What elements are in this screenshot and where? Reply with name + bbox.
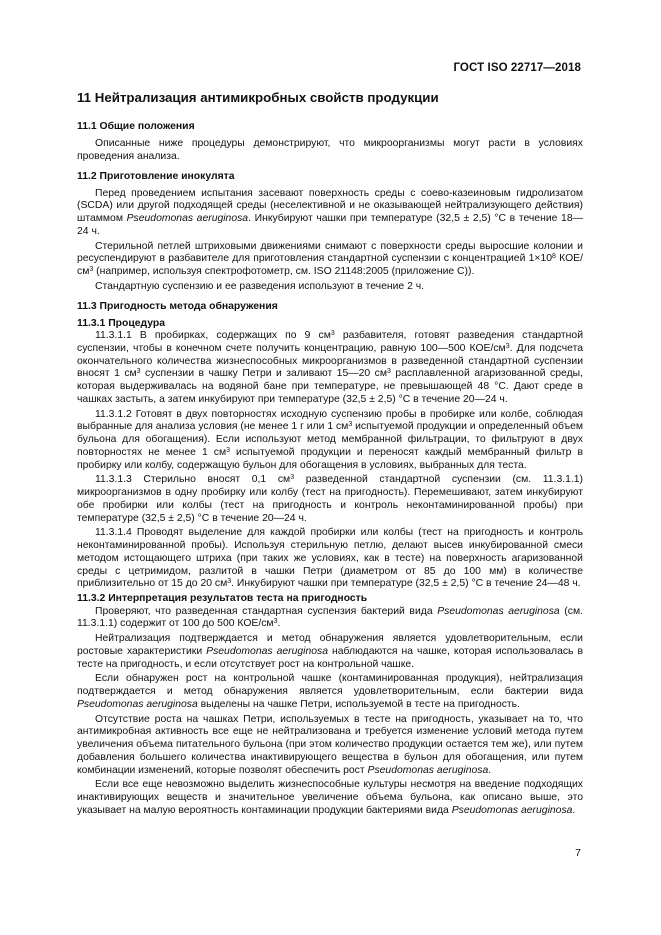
paragraph-11-3-1-2: 11.3.1.2 Готовят в двух повторностях исходную суспензию пробы в пробирке или колбе, соблюдая выбранные для анализа условия (не менее 1 г или 1 $см^3$ испытуемой продукции и определенный объем бульона для обогащения). Если используют метод мембранной фильтрации, то фильтруют в двух повторностях не менее 1 $см^3$ испытуемой продукции и переносят каждый мембранный фильтр в пробирку или колбу, содержащую бульон для обогащения в условиях, выбранных для теста. <box>77 408 583 471</box>
paragraph-11-3-2-5: Если все еще невозможно выделить жизнеспособные культуры несмотря на введение подходящих инактивирующих веществ и значительное увеличение объема бульона, как описано выше, это указывает на малую вероятность контаминации продукции бактериями вида Pseudomonas aeruginosa. <box>77 779 583 816</box>
section-11-title: 11 Нейтрализация антимикробных свойств продукции <box>77 90 439 105</box>
section-11-1 <box>77 120 583 164</box>
document-header: ГОСТ ISO 22717—2018 <box>453 62 581 74</box>
paragraph-11-3-2-4: Отсутствие роста на чашках Петри, используемых в тесте на пригодность, указывает на то, что антимикробная активность все еще не нейтрализована и требуется изменение условий метода путем увеличения объема питательного бульона (при этом количество продукции остается тем же), или путем добавления большего количества инактивирующего вещества в бульон для обогащения, или путем комбинации изменений, которые позволят обеспечить рост Pseudomonas aeruginosa. <box>77 713 583 776</box>
section-11-1-title: 11.1 Общие положения <box>77 121 195 132</box>
section-11-3-title: 11.3 Пригодность метода обнаружения <box>77 300 278 312</box>
section-11-2 <box>77 170 583 294</box>
section-11-3 <box>77 300 583 818</box>
organism-name: Pseudomonas aeruginosa <box>77 698 198 710</box>
section-11-3-1-title: 11.3.1 Процедура <box>77 317 166 329</box>
paragraph-11-3-2-2: Нейтрализация подтверждается и метод обнаружения является удовлетворительным, если ростовые характеристики Pseudomonas aeruginosa наблюдаются на чашке, которая использовалась в тесте на пригодность, и если отсутствует рост на контрольной чашке. <box>77 633 583 670</box>
section-11-2-paragraph-2: Стерильной петлей штриховыми движениями снимают с поверхности среды выросшие колонии и ресуспендируют в разбавителе для приготовления стандартной суспензии с концентрацией $1\times 10^8$ КОЕ/$см^3$ (например, используя спектрофотометр, см. ISO 21148:2005 (приложение С)). <box>77 240 583 277</box>
section-11-2-paragraph-1: Перед проведением испытания засевают поверхность среды с соево-казеиновым гидролизатом (SCDA) или другой подходящей среды (неселективной и не оказывающей нейтрализующего действия) штаммом Pseudomonas aeruginosa. Инкубируют чашки при температуре (32,5 ± 2,5) °С в течение 18—24 ч. <box>77 187 583 237</box>
paragraph-11-3-2-3: Если обнаружен рост на контрольной чашке (контаминированная продукция), нейтрализация подтверждается и метод обнаружения является удовлетворительным, если бактерии вида Pseudomonas aeruginosa выделены на чашке Петри, используемой в тесте на пригодность. <box>77 673 583 710</box>
organism-name: Pseudomonas aeruginosa <box>367 764 489 776</box>
paragraph-11-3-1-1: 11.3.1.1 В пробирках, содержащих по 9 $см^3$ разбавителя, готовят разведения стандартной суспензии, чтобы в конечном счете получить концентрацию, равную 100—500 КОЕ/$см^3$. Для подсчета окончательного количества жизнеспособных микроорганизмов в разведенной стандартной суспензии вносят 1 $см^3$ суспензии в чашку Петри и заливают 15—20 $см^3$ расплавленной агаризованной среды, которая выдерживалась на водяной бане при температуре, не превышающей 48 °С. Дают среде в чашках застыть, а затем инкубируют при температуре (32,5 ± 2,5) °С в течение 20—24 ч. <box>77 330 584 405</box>
paragraph-11-3-1-4: 11.3.1.4 Проводят выделение для каждой пробирки или колбы (тест на пригодность и контроль неконтаминированной пробы). Используя стерильную петлю, делают высев инкубированной смеси методом истощающего штриха (при таких же условиях, как в тесте) на поверхность агаризованной среды с цетримидом, разлитой в чашки Петри (диаметром от 85 до 100 мм) в количестве приблизительно от 15 до 20 $см^3$. Инкубируют чашки при температуре (32,5 ± 2,5) °С в течение 24—48 ч. <box>77 527 583 590</box>
organism-name: Pseudomonas aeruginosa <box>126 213 249 224</box>
section-11-1-paragraph: Описанные ниже процедуры демонстрируют, что микроорганизмы могут расти в условиях проведения анализа. <box>77 138 583 162</box>
paragraph-11-3-1-3: 11.3.1.3 Стерильно вносят 0,1 $см^3$ разведенной стандартной суспензии (см. 11.3.1.1) микроорганизмов в одну пробирку или колбу (тест на пригодность). Перемешивают, затем инкубируют обе пробирки или колбы (тест на пригодность и контроль неконтаминированной пробы) при температуре (32,5 ± 2,5) °С в течение 20—24 ч. <box>77 474 584 524</box>
organism-name: Pseudomonas aeruginosa <box>437 605 560 617</box>
organism-name: Pseudomonas aeruginosa <box>451 804 573 816</box>
section-11-2-title: 11.2 Приготовление инокулята <box>77 170 235 182</box>
section-11-2-paragraph-3: Стандартную суспензию и ее разведения используют в течение 2 ч. <box>95 280 425 292</box>
organism-name: Pseudomonas aeruginosa <box>206 645 329 657</box>
page-number: 7 <box>575 847 581 859</box>
section-11-3-2-title: 11.3.2 Интерпретация результатов теста на пригодность <box>77 593 368 605</box>
document-body <box>77 90 583 824</box>
paragraph-11-3-2-1: Проверяют, что разведенная стандартная суспензия бактерий вида Pseudomonas aeruginosa (см. 11.3.1.1) содержит от 100 до 500 КОЕ/$см^3$. <box>77 605 583 630</box>
